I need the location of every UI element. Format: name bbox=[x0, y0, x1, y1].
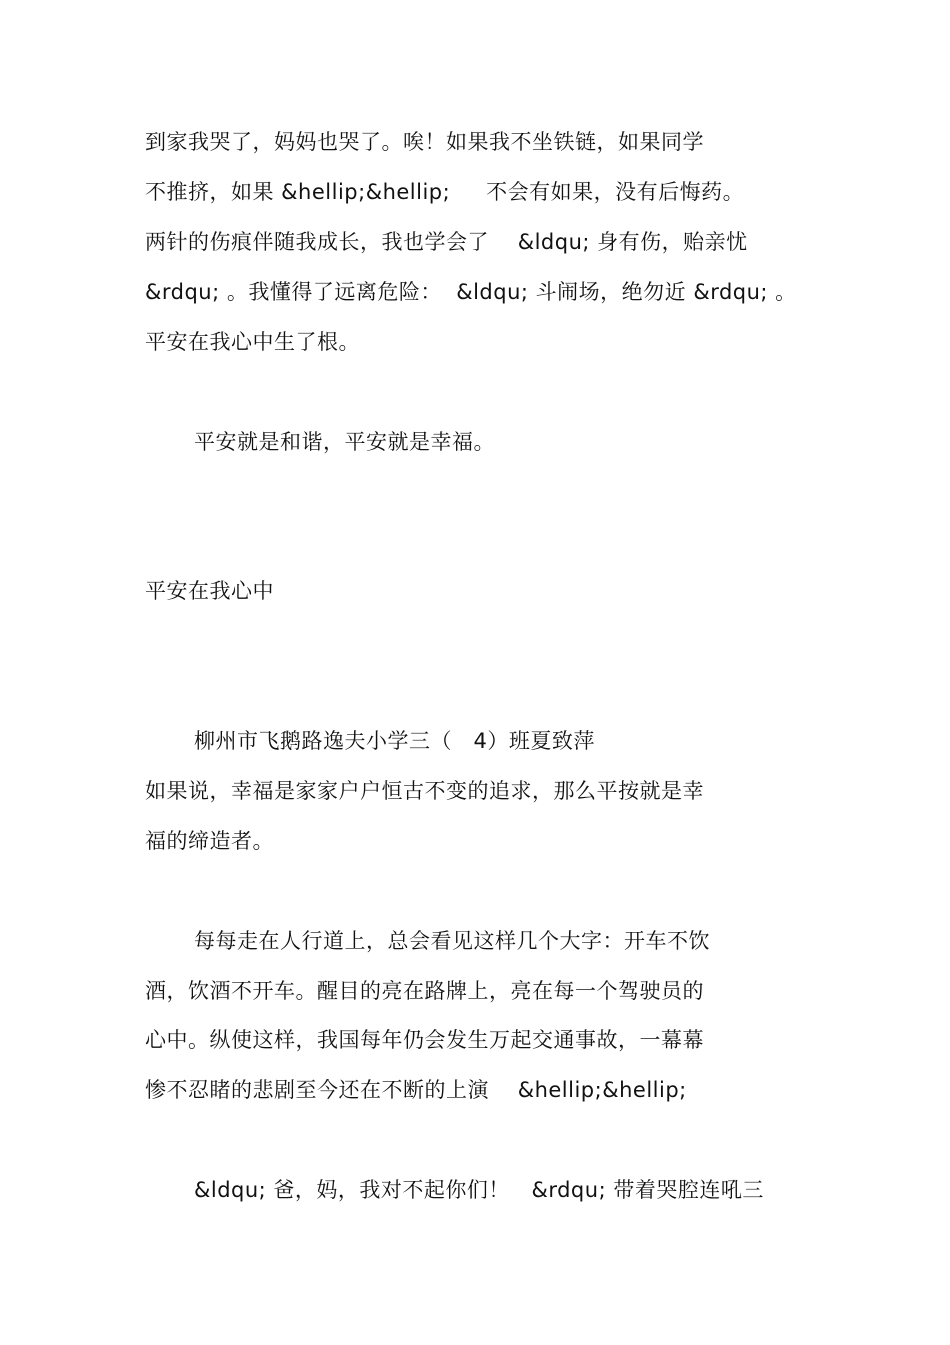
paragraph-line: 心中。纵使这样，我国每年仍会发生万起交通事故，一幕幕 bbox=[145, 1028, 704, 1052]
paragraph-line: 平安就是和谐，平安就是幸福。 bbox=[194, 430, 495, 454]
paragraph-line: 惨不忍睹的悲剧至今还在不断的上演 &hellip;&hellip; bbox=[145, 1078, 687, 1102]
paragraph-line: 不推挤，如果 &hellip;&hellip; 不会有如果，没有后悔药。 bbox=[145, 180, 745, 204]
paragraph-line: &ldqu; 爸，妈，我对不起你们！ &rdqu; 带着哭腔连吼三 bbox=[194, 1178, 764, 1202]
paragraph-line: 福的缔造者。 bbox=[145, 829, 274, 853]
paragraph-line: 两针的伤痕伴随我成长，我也学会了 &ldqu; 身有伤，贻亲忧 bbox=[145, 230, 748, 254]
paragraph-line: 平安在我心中生了根。 bbox=[145, 330, 360, 354]
paragraph-line: 到家我哭了，妈妈也哭了。唉！如果我不坐铁链，如果同学 bbox=[145, 130, 704, 154]
author-line: 柳州市飞鹅路逸夫小学三（ 4）班夏致萍 bbox=[194, 729, 595, 753]
paragraph-line: 如果说，幸福是家家户户恒古不变的追求，那么平按就是幸 bbox=[145, 779, 704, 803]
paragraph-line: 酒，饮酒不开车。醒目的亮在路牌上，亮在每一个驾驶员的 bbox=[145, 979, 704, 1003]
paragraph-line: 每每走在人行道上，总会看见这样几个大字：开车不饮 bbox=[194, 929, 710, 953]
article-title: 平安在我心中 bbox=[145, 579, 274, 603]
paragraph-line: &rdqu; 。我懂得了远离危险： &ldqu; 斗闹场，绝勿近 &rdqu; 。 bbox=[145, 280, 797, 304]
